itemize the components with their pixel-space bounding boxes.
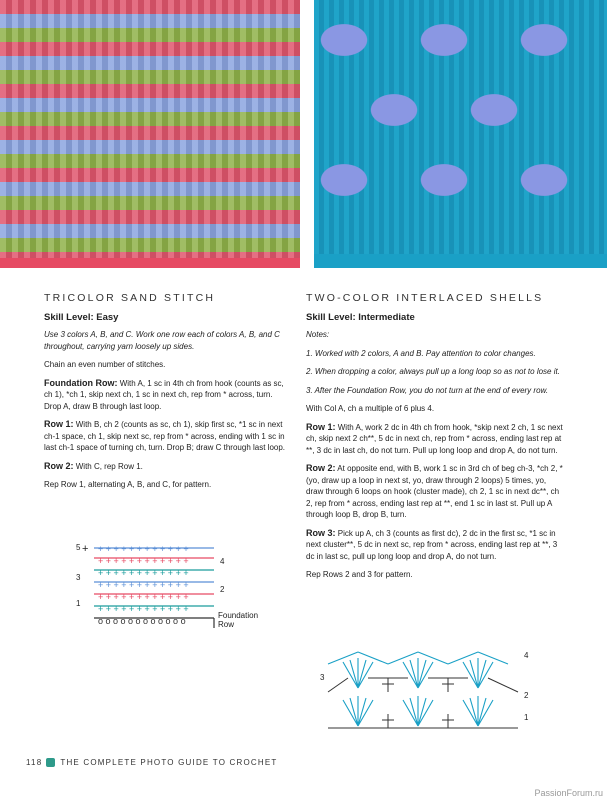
stitch-diagram-svg: [74, 536, 274, 632]
row2-text: With C, rep Row 1.: [73, 461, 143, 471]
skill-level: Skill Level: Easy: [44, 312, 119, 323]
intro-text: Use 3 colors A, B, and C. Work one row each of colors A, B, and C throughout, carrying yarn loosely up sides.: [44, 330, 280, 351]
row3-label: Row 3:: [306, 527, 336, 538]
notes-heading: Notes:: [306, 330, 330, 339]
row2-instruction: [44, 461, 290, 473]
row2-text: At opposite end, with B, work 1 sc in 3rd ch of beg ch-3, *ch 2, *(yo, draw up a loop in next st, yo, draw through 2 loops) 5 times, yo, draw through 6 loops on hook (cluster made), ch 2, 1 sc in next dc**, ch 2, rep from * across, ending last rep at **, end 1 sc in last st. Pull up A through loop B, drop B, turn.: [306, 464, 563, 519]
tricolor-sand-stitch-section: [44, 292, 290, 498]
foundation-row-instruction: [44, 378, 290, 413]
section-title: TRICOLOR SAND STITCH: [44, 292, 216, 304]
row1-instruction: [306, 422, 564, 457]
row1-label: Row 1:: [44, 419, 74, 429]
repeat-instruction: Rep Rows 2 and 3 for pattern.: [306, 570, 413, 579]
row2-label: Row 2:: [44, 460, 74, 471]
book-logo-icon: [46, 758, 55, 767]
tricolor-sand-stitch-photo: [0, 0, 300, 268]
svg-text:+: +: [82, 543, 89, 555]
skill-level: Skill Level: Intermediate: [306, 312, 415, 323]
svg-text:+ + + + + + + + + + + +: + + + + + + + + + + + +: [98, 592, 189, 602]
note-3: 3. After the Foundation Row, you do not turn at the end of every row.: [306, 385, 549, 395]
foundation-row-text: With A, 1 sc in 4th ch from hook (counts as sc, ch 1), *ch 1, skip next ch, 1 sc in next ch, rep from * across, turn. Drop A, draw B through last loop.: [44, 378, 284, 411]
row-number-5: 5: [76, 543, 81, 552]
chain-instruction: Chain an even number of stitches.: [44, 360, 166, 369]
row1-instruction: [44, 419, 290, 454]
foundation-row-label: Foundation Row:: [44, 377, 118, 388]
row1-label: Row 1:: [306, 421, 336, 432]
row-number-3: 3: [320, 673, 325, 682]
row-number-3: 3: [76, 573, 81, 582]
note-1: 1. Worked with 2 colors, A and B. Pay attention to color changes.: [306, 348, 536, 358]
interlaced-shells-section: [306, 292, 564, 588]
row1-text: With A, work 2 dc in 4th ch from hook, *skip next 2 ch, 1 sc next ch, skip next 2 ch**, 5 dc in next ch, rep from * across, ending last rep at **, 3 dc in last ch, do not turn. Pull up long loop and drop A, do not turn.: [306, 422, 563, 455]
row3-text: Pick up A, ch 3 (counts as first dc), 2 dc in the first sc, *1 sc in next cluster**, 5 dc in next sc, rep from * across, ending last rep at **, 3 dc in last sc, pull up long loop and drop A, do not turn.: [306, 528, 558, 561]
svg-text:o o o o o o o o o o o o: o o o o o o o o o o o o: [98, 616, 186, 626]
svg-text:+ + + + + + + + + + + +: + + + + + + + + + + + +: [98, 568, 189, 578]
foundation-label-line1: Foundation: [218, 611, 259, 620]
row-number-4: 4: [220, 557, 225, 566]
page-footer: [26, 758, 278, 767]
note-2: 2. When dropping a color, always pull up a long loop so as not to lose it.: [306, 367, 560, 376]
page-number: 118: [26, 758, 43, 767]
book-title: THE COMPLETE PHOTO GUIDE TO CROCHET: [60, 758, 278, 767]
shell-diagram-svg: [318, 648, 542, 740]
svg-text:+ + + + + + + + + + + +: + + + + + + + + + + + +: [98, 604, 189, 614]
row-number-1: 1: [76, 599, 81, 608]
svg-text:+ + + + + + + + + + + +: + + + + + + + + + + + +: [98, 544, 189, 554]
foundation-label-line2: Row: [218, 620, 235, 629]
tricolor-stitch-diagram: [74, 536, 274, 632]
chain-instruction: With Col A, ch a multiple of 6 plus 4.: [306, 404, 435, 413]
interlaced-shells-photo: [314, 0, 607, 268]
svg-text:+ + + + + + + + + + + +: + + + + + + + + + + + +: [98, 580, 189, 590]
row-number-2: 2: [220, 585, 225, 594]
section-title: TWO-COLOR INTERLACED SHELLS: [306, 292, 544, 304]
row1-text: With B, ch 2 (counts as sc, ch 1), skip first sc, *1 sc in next ch-1 space, ch 1, skip next sc, rep from * across, ending with 1 sc in last ch-1 space of turning ch, turn. Drop B; draw C through last loop.: [44, 420, 286, 452]
repeat-instruction: Rep Row 1, alternating A, B, and C, for pattern.: [44, 480, 212, 489]
row-number-4: 4: [524, 651, 529, 660]
watermark: PassionForum.ru: [534, 788, 603, 798]
row-number-1: 1: [524, 713, 529, 722]
row2-instruction: [306, 463, 564, 521]
row2-label: Row 2:: [306, 463, 336, 473]
interlaced-shells-diagram: [318, 648, 542, 740]
svg-text:+ + + + + + + + + + + +: + + + + + + + + + + + +: [98, 556, 189, 566]
row3-instruction: [306, 528, 564, 563]
row-number-2: 2: [524, 691, 529, 700]
